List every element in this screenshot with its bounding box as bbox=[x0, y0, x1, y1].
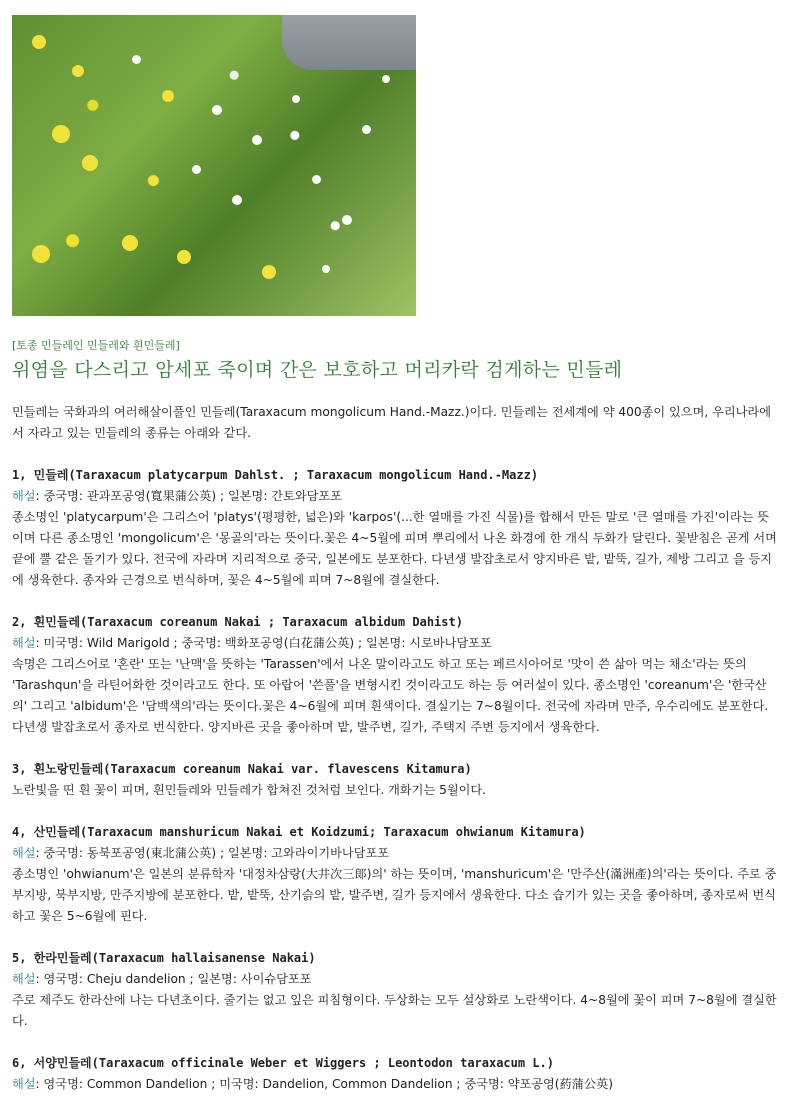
note-label: 해설 bbox=[12, 489, 36, 503]
note-text: : 중국명: 동북포공영(東北蒲公英) ; 일본명: 고와라이기바나담포포 bbox=[35, 846, 390, 860]
note-label: 해설 bbox=[12, 1077, 36, 1091]
species-entry-5 bbox=[12, 948, 778, 1032]
note-text: : 영국명: Common Dandelion ; 미국명: Dandelion, Common Dandelion ; 중국명: 약포공영(葯蒲公英) bbox=[35, 1077, 614, 1091]
entry-body: 속명은 그리스어로 '혼란' 또는 '난맥'을 뜻하는 'Tarassen'에서 나온 말이라고도 하고 또는 페르시아어로 '맛이 쓴 삶아 먹는 채소'라는 뜻의 'Tarashqun'을 라틴어화한 것이라고도 한다. 또 아랍어 '쓴풀'을 변형시킨 것이라고도 하는 등 여러설이 있다. 종소명인 'coreanum'은 '한국산의' 그리고 'albidum'은 '담백색의'라는 뜻이다.꽃은 4~6월에 피며 흰색이다. 결실기는 7~8월이다. 전국에 자라며 만주, 우수리에도 분포한다. 다년생 발잡초로서 종자로 번식한다. 양지바른 곳을 좋아하며 밭, 발주변, 길가, 주택지 주변 등지에서 생육한다. bbox=[12, 657, 769, 734]
note-label: 해설 bbox=[12, 846, 36, 860]
entry-title: 2, 흰민들레(Taraxacum coreanum Nakai ; Taraxacum albidum Dahist) bbox=[12, 615, 463, 629]
note-label: 해설 bbox=[12, 636, 36, 650]
note-text: : 중국명: 관과포공영(寬果蒲公英) ; 일본명: 간토와담포포 bbox=[35, 489, 342, 503]
intro-paragraph: 민들레는 국화과의 여러해살이풀인 민들레(Taraxacum mongolicum Hand.-Mazz.)이다. 민들레는 전세계에 약 400종이 있으며, 우리나라에서 자라고 있는 민들레의 종류는 아래와 같다. bbox=[12, 405, 771, 440]
species-entry-4 bbox=[12, 822, 778, 927]
species-entry-2 bbox=[12, 612, 778, 738]
species-entry-3 bbox=[12, 759, 778, 801]
note-label: 해설 bbox=[12, 972, 36, 986]
entry-note bbox=[12, 1074, 778, 1095]
entry-note bbox=[12, 486, 778, 507]
note-text: : 미국명: Wild Marigold ; 중국명: 백화포공영(白花蒲公英) ; 일본명: 시로바나담포포 bbox=[35, 636, 492, 650]
entry-title: 4, 산민들레(Taraxacum manshuricum Nakai et Koidzumi; Taraxacum ohwianum Kitamura) bbox=[12, 825, 586, 839]
page-title: 위염을 다스리고 암세포 죽이며 간은 보호하고 머리카락 검게하는 민들레 bbox=[12, 359, 623, 381]
entry-note bbox=[12, 633, 778, 654]
species-entry-6 bbox=[12, 1053, 778, 1095]
entry-title: 6, 서양민들레(Taraxacum officinale Weber et Wiggers ; Leontodon taraxacum L.) bbox=[12, 1056, 555, 1070]
entry-title: 5, 한라민들레(Taraxacum hallaisanense Nakai) bbox=[12, 951, 316, 965]
entry-body: 주로 제주도 한라산에 나는 다년초이다. 줄기는 없고 잎은 피침형이다. 두상화는 모두 설상화로 노란색이다. 4~8월에 꽃이 피며 7~8월에 결실한다. bbox=[12, 993, 777, 1028]
stone bbox=[282, 15, 416, 70]
species-entry-1 bbox=[12, 465, 778, 591]
dandelion-photo bbox=[12, 15, 416, 316]
entry-note bbox=[12, 843, 778, 864]
entry-body: 노란빛을 띤 흰 꽃이 피며, 흰민들레와 민들레가 합쳐진 것처럼 보인다. 개화기는 5월이다. bbox=[12, 783, 487, 797]
note-text: : 영국명: Cheju dandelion ; 일본명: 사이슈담포포 bbox=[35, 972, 312, 986]
entry-title: 3, 흰노랑민들레(Taraxacum coreanum Nakai var. flavescens Kitamura) bbox=[12, 762, 472, 776]
entry-body: 종소명인 'platycarpum'은 그리스어 'platys'(평평한, 넓은)와 'karpos'(...한 열매를 가진 식물)를 합해서 만든 말로 '큰 열매를 가진'이라는 뜻이며 다른 종소명인 'mongolicum'은 '몽골의'라는 뜻이다.꽃은 4~5월에 피며 뿌리에서 나온 화경에 한 개식 두화가 달린다. 꽃받침은 곧게 서며 끝에 뿔 같은 돌기가 있다. 전국에 자라며 지리적으로 중국, 일본에도 분포한다. 다년생 발잡초로서 양지바른 밭, 밭뚝, 길가, 제방 그리고 을 등지에 생육한다. 종자와 근경으로 번식하며, 꽃은 4~5월에 피며 7~8월에 결실한다. bbox=[12, 510, 777, 587]
entry-note bbox=[12, 969, 778, 990]
article-body bbox=[12, 402, 778, 1116]
photo-caption: [토종 민들레인 민들레와 흰민들레] bbox=[12, 339, 180, 352]
entry-title: 1, 민들레(Taraxacum platycarpum Dahlst. ; Taraxacum mongolicum Hand.-Mazz) bbox=[12, 468, 539, 482]
entry-body: 종소명인 'ohwianum'은 일본의 분류학자 '대정차삼랑(大井次三郞)의' 하는 뜻이며, 'manshuricum'은 '만주산(滿洲產)의'라는 뜻이다. 주로 중부지방, 북부지방, 만주지방에 분포한다. 밭, 밭뚝, 산기슭의 밭, 발주변, 길가 등지에서 생육한다. 다소 습기가 있는 곳을 좋아하며, 종자로써 번식하고 꽃은 5~6월에 핀다. bbox=[12, 867, 777, 923]
